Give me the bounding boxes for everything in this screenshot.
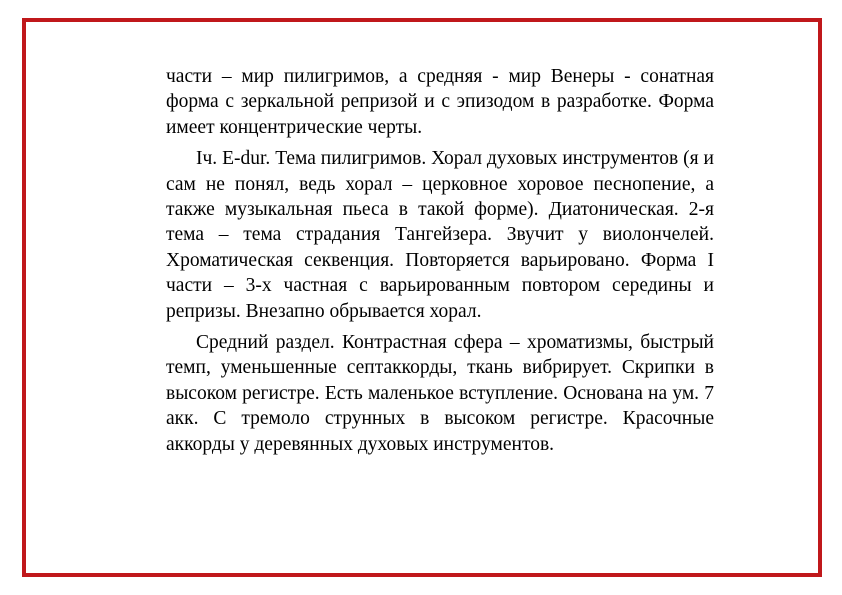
text-block — [166, 64, 714, 457]
paragraph-part-one: Iч. E-dur. Тема пилигримов. Хорал духовых инструментов (я и сам не понял, ведь хорал – церковное хоровое песнопение, а также музыкальная пьеса в такой форме). Диатоническая. 2-я тема – тема страдания Тангейзера. Звучит у виолончелей. Хроматическая секвенция. Повторяется варьировано. Форма I части – 3-х частная с варьированным повтором середины и репризы. Внезапно обрывается хорал. — [166, 148, 714, 322]
slide-frame — [22, 18, 822, 577]
paragraph-continuation: части – мир пилигримов, а средняя - мир Венеры - сонатная форма с зеркальной репризой и с эпизодом в разработке. Форма имеет концентрические черты. — [166, 66, 714, 138]
paragraph-middle-section: Средний раздел. Контрастная сфера – хроматизмы, быстрый темп, уменьшенные септаккорды, ткань вибрирует. Скрипки в высоком регистре. Есть маленькое вступление. Основана на ум. 7 акк. С тремоло струнных в высоком регистре. Красочные аккорды у деревянных духовых инструментов. — [166, 332, 714, 455]
